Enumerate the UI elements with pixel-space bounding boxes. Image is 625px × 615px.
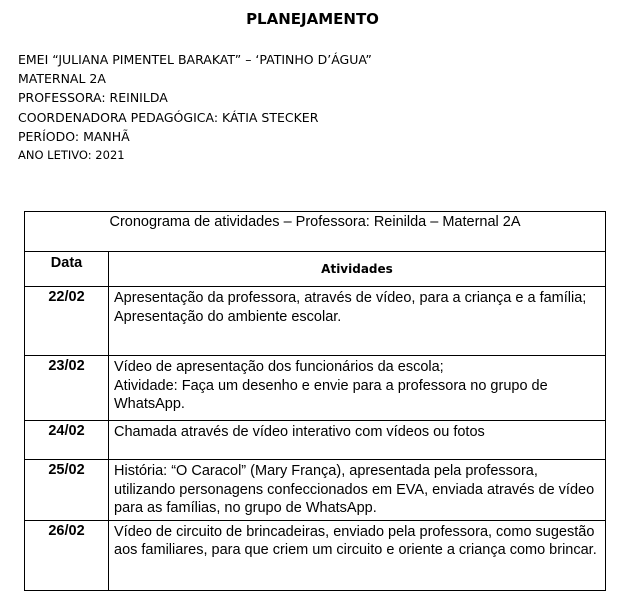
column-header-date: Data [25, 252, 109, 287]
table-row [25, 460, 606, 521]
activity-line: Apresentação do ambiente escolar. [114, 308, 342, 325]
header-teacher: PROFESSORA: REINILDA [18, 90, 168, 106]
row-activities [109, 460, 606, 521]
row-activities [109, 287, 606, 356]
row-date: 22/02 [25, 287, 109, 356]
header-row [25, 252, 606, 287]
row-activities [109, 421, 606, 460]
header-class: MATERNAL 2A [18, 71, 106, 87]
row-date: 26/02 [25, 520, 109, 590]
activity-line: Apresentação da professora, através de vídeo, para a criança e a família; [114, 290, 587, 306]
activity-line: Vídeo de circuito de brincadeiras, enviado pela professora, como sugestão aos familiares, para que criem um circuito e oriente a criança como brincar. [114, 523, 597, 558]
table-row [25, 356, 606, 421]
activity-line: Vídeo de apresentação dos funcionários da escola; [114, 359, 444, 375]
row-activities [109, 520, 606, 590]
header-school-year: ANO LETIVO: 2021 [18, 147, 125, 162]
schedule-caption: Cronograma de atividades – Professora: Reinilda – Maternal 2A [25, 212, 606, 252]
header-coordinator: COORDENADORA PEDAGÓGICA: KÁTIA STECKER [18, 109, 319, 125]
activity-line: História: “O Caracol” (Mary França), apresentada pela professora, utilizando personagens confeccionados em EVA, enviada através de vídeo para as famílias, no grupo de WhatsApp. [114, 463, 595, 516]
row-activities [109, 356, 606, 421]
row-date: 25/02 [25, 460, 109, 521]
header-period: PERÍODO: MANHÃ [18, 128, 130, 144]
header-school: EMEI “JULIANA PIMENTEL BARAKAT” – ‘PATINHO D’ÁGUA” [18, 52, 372, 67]
table-row [25, 421, 606, 460]
table-row [25, 520, 606, 590]
column-header-activities: Atividades [109, 252, 606, 287]
document-title: PLANEJAMENTO [246, 10, 379, 28]
activity-line: Chamada através de vídeo interativo com vídeos ou fotos [114, 424, 485, 440]
row-date: 23/02 [25, 356, 109, 421]
activity-line: Atividade: Faça um desenho e envie para a professora no grupo de WhatsApp. [114, 377, 548, 412]
schedule-table [24, 211, 606, 591]
document-header [18, 50, 372, 165]
caption-row [25, 212, 606, 252]
table-row [25, 287, 606, 356]
row-date: 24/02 [25, 421, 109, 460]
